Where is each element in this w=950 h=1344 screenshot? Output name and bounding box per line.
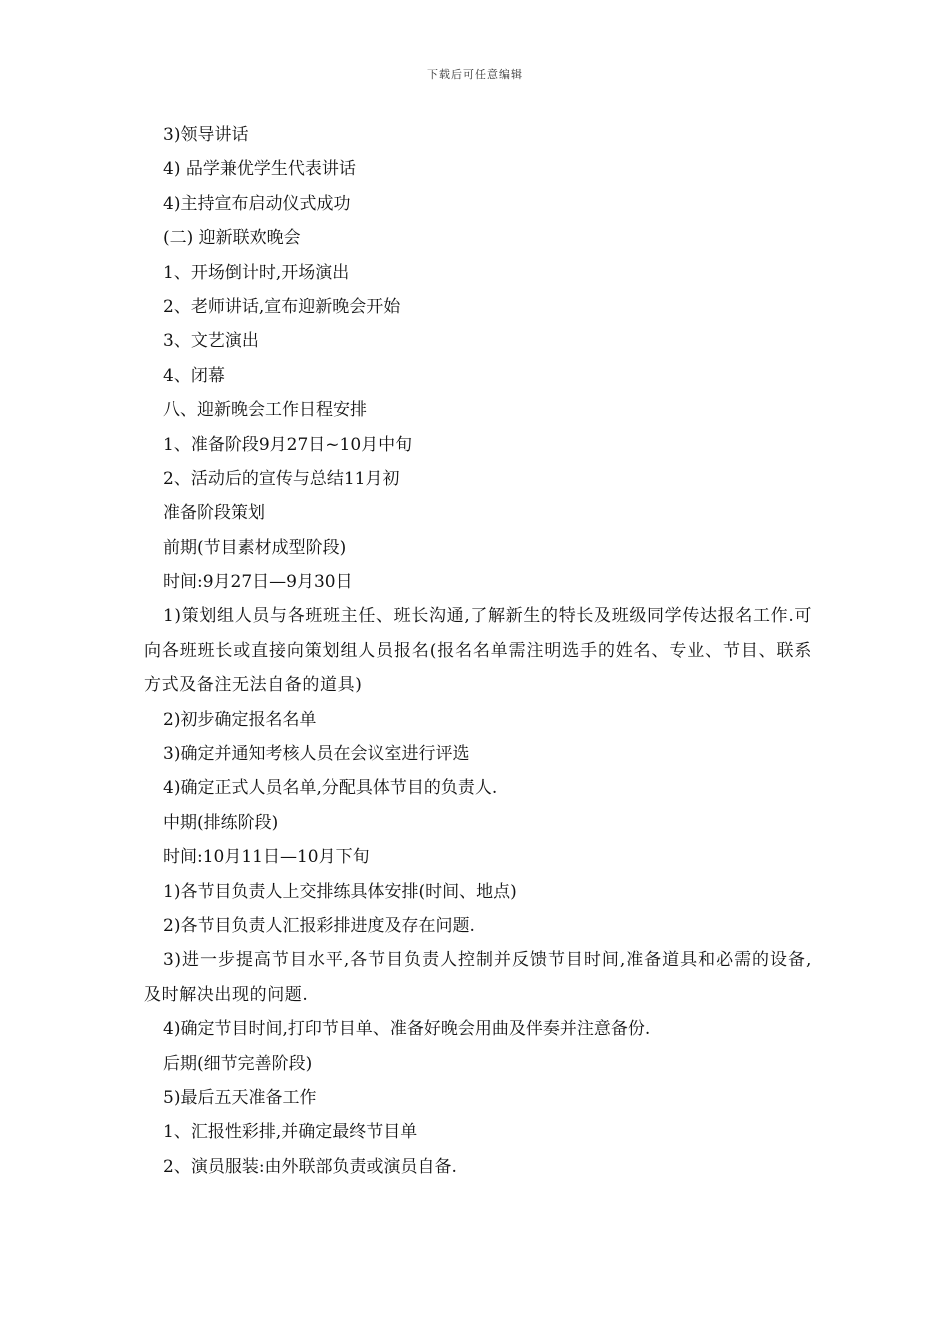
text-line: 2)初步确定报名名单	[163, 709, 317, 730]
text-line: 后期(细节完善阶段)	[163, 1053, 313, 1074]
text-line: 时间:9月27日—9月30日	[163, 572, 353, 593]
text-line: 1、开场倒计时,开场演出	[163, 262, 350, 283]
text-line: 1、汇报性彩排,并确定最终节目单	[163, 1122, 418, 1143]
page-header: 下载后可任意编辑	[427, 68, 523, 81]
section-heading: 准备阶段策划	[163, 503, 265, 524]
text-line: 3)领导讲话	[163, 125, 249, 145]
text-line: 2、活动后的宣传与总结11月初	[163, 468, 400, 489]
text-line: 2、演员服装:由外联部负责或演员自备.	[163, 1156, 457, 1177]
text-line: 2、老师讲话,宣布迎新晚会开始	[163, 296, 401, 317]
text-line: 5)最后五天准备工作	[163, 1088, 317, 1109]
text-line: 4) 品学兼优学生代表讲话	[163, 159, 356, 180]
text-line: 1、准备阶段9月27日~10月中旬	[163, 434, 413, 455]
text-line: 4)确定正式人员名单,分配具体节目的负责人.	[163, 778, 498, 799]
text-line: 前期(节目素材成型阶段)	[163, 537, 347, 558]
text-line: 时间:10月11日—10月下旬	[163, 847, 370, 868]
text-line: 4)确定节目时间,打印节目单、准备好晚会用曲及伴奏并注意备份.	[163, 1019, 651, 1040]
paragraph: 3)进一步提高节目水平,各节目负责人控制并反馈节目时间,准备道具和必需的设备,及时解决出现的问题.	[144, 950, 812, 1005]
document-body	[144, 118, 812, 1184]
text-line: 2)各节目负责人汇报彩排进度及存在问题.	[163, 916, 475, 937]
text-line: 4、闭幕	[163, 365, 225, 386]
text-line: 3、文艺演出	[163, 331, 259, 352]
text-line: 中期(排练阶段)	[163, 812, 279, 833]
paragraph: 1)策划组人员与各班班主任、班长沟通,了解新生的特长及班级同学传达报名工作.可向各班班长或直接向策划组人员报名(报名名单需注明选手的姓名、专业、节目、联系方式及备注无法自备的道具)	[144, 606, 812, 696]
text-line: 1)各节目负责人上交排练具体安排(时间、地点)	[163, 881, 517, 902]
section-heading: 八、迎新晚会工作日程安排	[163, 400, 367, 421]
text-line: 4)主持宣布启动仪式成功	[163, 193, 351, 214]
section-heading: (二) 迎新联欢晚会	[163, 228, 301, 249]
text-line: 3)确定并通知考核人员在会议室进行评选	[163, 744, 470, 765]
